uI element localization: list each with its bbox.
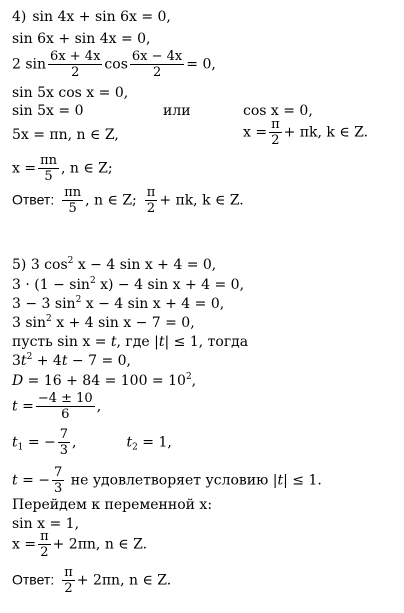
p5-line10 [12, 466, 322, 495]
text: | ≤ 1, тогда [164, 334, 249, 350]
solve-right-post: + πk, k ∈ Z. [283, 124, 369, 141]
frac-den: 2 [146, 201, 156, 216]
frac-num: π [40, 529, 49, 544]
text: + 4 [32, 353, 62, 369]
p4-step2-frac2 [130, 50, 184, 79]
text: 3 − 3 sin [12, 296, 76, 312]
answer-frac1 [62, 186, 83, 215]
text: = − [17, 472, 51, 489]
p4-solve-left: 5x = πn, n ∈ Z, [12, 127, 119, 143]
frac-den: 2 [271, 133, 280, 148]
text: + 2πn, n ∈ Z. [52, 536, 148, 553]
answer-mid: , n ∈ Z; [85, 192, 137, 209]
text: 5) 3 cos [12, 257, 68, 273]
text: 3 sin [12, 315, 47, 331]
subscript: 2 [132, 442, 138, 453]
text: = 16 + 84 = 100 = 10 [23, 373, 186, 389]
p5-answer [12, 566, 171, 595]
line13-frac [38, 530, 51, 559]
frac-num: πn [64, 185, 82, 200]
frac-num: πn [40, 153, 57, 168]
text: | ≤ 1. [283, 472, 322, 489]
p4-solve-right [243, 118, 368, 147]
p5-line6 [12, 354, 131, 368]
subscript: 1 [17, 442, 24, 453]
result-post: , n ∈ Z; [61, 160, 113, 177]
result-frac [38, 154, 59, 183]
p5-line3 [12, 297, 224, 311]
p5-line11: Перейдем к переменной x: [12, 497, 213, 513]
line10-frac [52, 466, 64, 495]
text: = 1, [137, 434, 172, 451]
p5-line9 [12, 428, 172, 457]
var-t: t [12, 398, 18, 415]
p4-label: 4) [12, 9, 27, 25]
var-t: t [20, 353, 27, 369]
p4-equation [12, 10, 171, 24]
frac-num: π [271, 117, 280, 132]
superscript: 2 [75, 295, 82, 305]
p5-line7 [12, 374, 196, 388]
p5-line13 [12, 530, 147, 559]
p4-result [12, 154, 113, 183]
p4-step2-mid: cos [104, 56, 128, 73]
var-t: t [12, 434, 18, 451]
text: x = [12, 536, 37, 553]
var-t: t [126, 434, 133, 451]
frac-num: −4 ± 10 [37, 391, 93, 406]
frac-num: 7 [54, 465, 63, 480]
frac-den: 5 [68, 201, 77, 216]
line9-frac [58, 428, 70, 457]
text: пусть sin x = [12, 334, 111, 350]
frac-den: 2 [152, 65, 162, 80]
p4-case-right: cos x = 0, [243, 103, 313, 119]
text: x) − 4 sin x + 4 = 0, [95, 277, 245, 293]
p4-step2-frac1 [48, 50, 102, 79]
p4-answer [12, 186, 244, 215]
p5-line2 [12, 278, 244, 292]
frac-num: 6x + 4x [50, 49, 101, 64]
solve-right-frac [269, 118, 282, 147]
var-t: t [158, 334, 165, 350]
p4-step3: sin 5x cos x = 0, [12, 85, 129, 101]
frac-num: π [146, 185, 156, 200]
frac-den: 2 [71, 65, 80, 80]
text: , [191, 373, 197, 389]
answer-label: Ответ: [12, 571, 55, 588]
text: , [96, 398, 102, 415]
p4-step2-post: = 0, [186, 56, 216, 73]
p5-line1 [12, 258, 216, 272]
frac-den: 5 [44, 169, 53, 184]
p4-step1: sin 6x + sin 4x = 0, [12, 31, 151, 47]
text: = [17, 398, 34, 415]
frac-den: 2 [64, 581, 73, 596]
p4-step2-pre: 2 sin [12, 56, 47, 73]
answer-frac2 [145, 186, 158, 215]
var-t: t [61, 353, 68, 369]
frac-num: π [64, 565, 73, 580]
text: x + 4 sin x − 7 = 0, [51, 315, 195, 331]
p4-case-left: sin 5x = 0 [12, 103, 84, 119]
answer-post: + πk, k ∈ Z. [159, 192, 244, 209]
text: 3 [12, 353, 21, 369]
text: = − [23, 434, 56, 451]
text: 3 · (1 − sin [12, 277, 90, 293]
text: , [72, 434, 77, 451]
text: , где | [116, 334, 159, 350]
frac-den: 3 [59, 443, 69, 458]
frac-den: 2 [40, 545, 49, 560]
var-t: t [12, 472, 18, 489]
frac-num: 6x − 4x [131, 49, 183, 64]
p4-equation-text: sin 4x + sin 6x = 0, [32, 9, 171, 25]
var-d: D [12, 373, 24, 389]
p4-step2 [12, 50, 216, 79]
p5-answer-frac [62, 566, 75, 595]
text: не удовлетворяет условию | [66, 472, 278, 489]
solve-right-pre: x = [243, 124, 268, 141]
superscript: 2 [185, 372, 192, 382]
superscript: 2 [67, 256, 74, 266]
p5-line12: sin x = 1, [12, 516, 80, 532]
text: x − 4 sin x + 4 = 0, [81, 296, 225, 312]
text: − 7 = 0, [67, 353, 132, 369]
text: + 2πn, n ∈ Z. [76, 572, 172, 589]
superscript: 2 [46, 314, 52, 324]
superscript: 2 [26, 352, 33, 362]
frac-num: 7 [59, 427, 69, 442]
var-t: t [277, 472, 284, 489]
line8-frac [36, 392, 95, 421]
result-pre: x = [12, 160, 37, 177]
p5-line4 [12, 316, 195, 330]
superscript: 2 [89, 276, 96, 286]
answer-label: Ответ: [12, 191, 55, 208]
p4-or-word: или [163, 103, 191, 119]
text: x − 4 sin x + 4 = 0, [73, 257, 217, 273]
p5-line8 [12, 392, 101, 421]
p5-line5 [12, 335, 248, 349]
var-t: t [110, 334, 117, 350]
frac-den: 3 [54, 481, 63, 496]
frac-den: 6 [61, 407, 70, 422]
